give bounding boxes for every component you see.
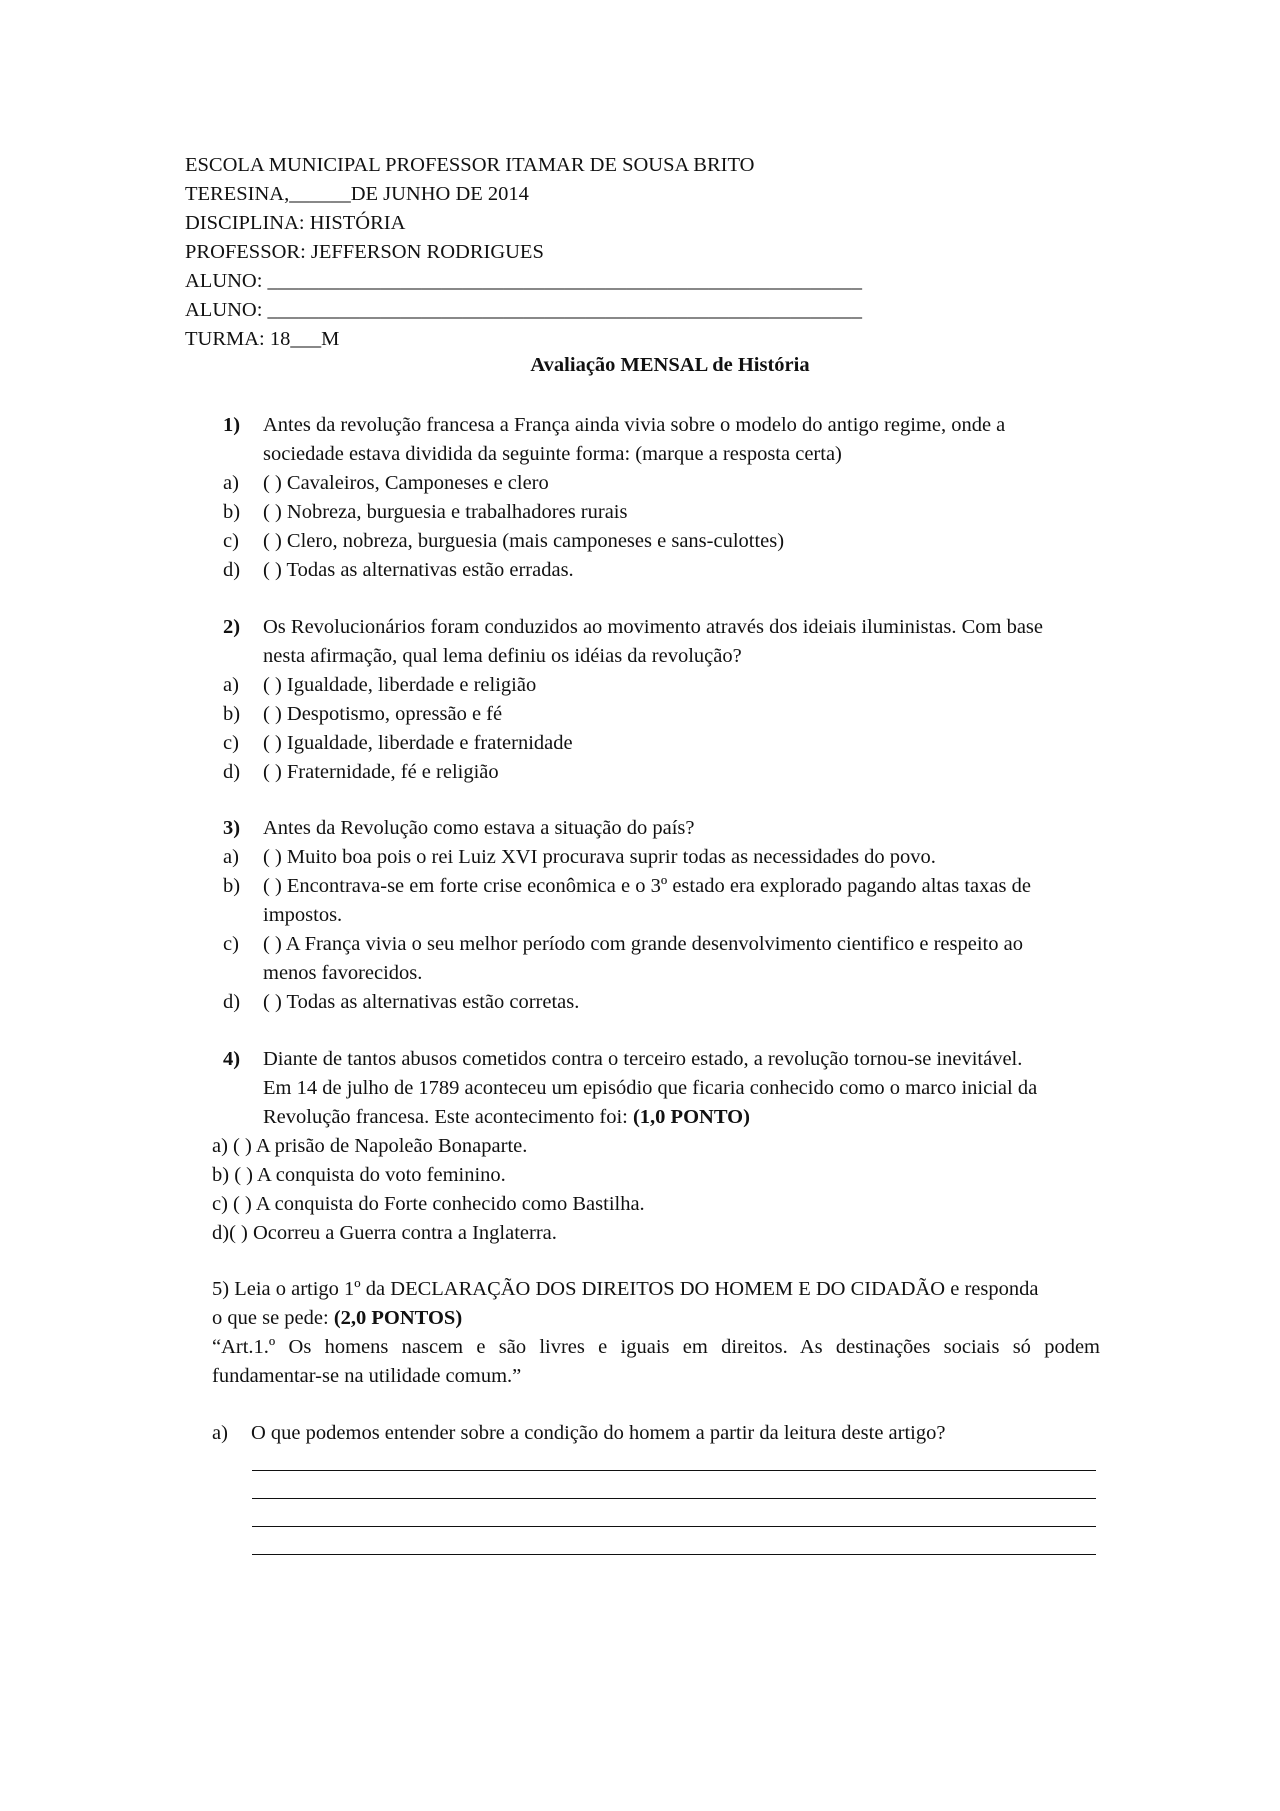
option-text: ( ) Nobreza, burguesia e trabalhadores rurais xyxy=(263,501,628,523)
question-text: nesta afirmação, qual lema definiu os idéias da revolução? xyxy=(263,645,742,667)
option-text: impostos. xyxy=(263,904,343,926)
question-text: Antes da Revolução como estava a situação do país? xyxy=(263,817,695,839)
points-label: (2,0 PONTOS) xyxy=(333,1307,463,1329)
student-line-1: ALUNO: __________________________________________________________ xyxy=(185,270,863,292)
answer-line[interactable] xyxy=(252,1498,1096,1499)
question-text: Os Revolucionários foram conduzidos ao movimento através dos ideiais iluministas. Com base xyxy=(263,616,1044,638)
question-text: O que podemos entender sobre a condição do homem a partir da leitura deste artigo? xyxy=(251,1422,946,1444)
option-text: ( ) A França vivia o seu melhor período com grande desenvolvimento cientifico e respeito ao xyxy=(263,933,1023,955)
option-letter: c) xyxy=(223,530,239,552)
option-letter: d) xyxy=(223,559,241,581)
option-letter: b) xyxy=(223,875,241,897)
question-number: 2) xyxy=(223,616,241,638)
option-text: ( ) Despotismo, opressão e fé xyxy=(263,703,503,725)
option-letter: d) xyxy=(223,761,241,783)
option-text: ( ) Cavaleiros, Camponeses e clero xyxy=(263,472,549,494)
question-number: 1) xyxy=(223,414,241,436)
option-letter: a) xyxy=(223,846,239,868)
option-text: menos favorecidos. xyxy=(263,962,423,984)
question-number: 4) xyxy=(223,1048,241,1070)
option-text: ( ) Todas as alternativas estão corretas. xyxy=(263,991,580,1013)
option-text: ( ) Igualdade, liberdade e religião xyxy=(263,674,537,696)
answer-line[interactable] xyxy=(252,1526,1096,1527)
date-line: TERESINA,______DE JUNHO DE 2014 xyxy=(185,183,529,205)
option-letter: d) xyxy=(223,991,241,1013)
question-text-part: Revolução francesa. Este acontecimento foi: xyxy=(263,1106,633,1128)
option-text: c) ( ) A conquista do Forte conhecido como Bastilha. xyxy=(212,1193,645,1215)
points-label: (1,0 PONTO) xyxy=(632,1106,750,1128)
option-text: ( ) Igualdade, liberdade e fraternidade xyxy=(263,732,573,754)
class-line: TURMA: 18___M xyxy=(185,328,340,350)
page-title: Avaliação MENSAL de História xyxy=(530,354,810,376)
teacher-line: PROFESSOR: JEFFERSON RODRIGUES xyxy=(185,241,544,263)
question-text-part: o que se pede: xyxy=(212,1307,334,1329)
question-text: Antes da revolução francesa a França ainda vivia sobre o modelo do antigo regime, onde a xyxy=(263,414,1006,436)
option-text: ( ) Fraternidade, fé e religião xyxy=(263,761,499,783)
question-text xyxy=(263,1104,750,1130)
option-letter: a) xyxy=(223,472,239,494)
option-text: ( ) Todas as alternativas estão erradas. xyxy=(263,559,574,581)
option-text: ( ) Encontrava-se em forte crise econômica e o 3º estado era explorado pagando altas taxas de xyxy=(263,875,1031,897)
question-number: 3) xyxy=(223,817,241,839)
option-text: ( ) Clero, nobreza, burguesia (mais camponeses e sans-culottes) xyxy=(263,530,785,552)
question-text: 5) Leia o artigo 1º da DECLARAÇÃO DOS DIREITOS DO HOMEM E DO CIDADÃO e responda xyxy=(212,1278,1039,1300)
option-text: d)( ) Ocorreu a Guerra contra a Inglaterra. xyxy=(212,1222,557,1244)
question-text: Em 14 de julho de 1789 aconteceu um episódio que ficaria conhecido como o marco inicial da xyxy=(263,1077,1038,1099)
answer-line[interactable] xyxy=(252,1470,1096,1471)
option-text: ( ) Muito boa pois o rei Luiz XVI procurava suprir todas as necessidades do povo. xyxy=(263,846,936,868)
question-text xyxy=(212,1305,462,1331)
option-letter: a) xyxy=(223,674,239,696)
student-line-2: ALUNO: __________________________________________________________ xyxy=(185,299,863,321)
discipline-line: DISCIPLINA: HISTÓRIA xyxy=(185,212,406,234)
option-letter: c) xyxy=(223,933,239,955)
school-name: ESCOLA MUNICIPAL PROFESSOR ITAMAR DE SOUSA BRITO xyxy=(185,154,755,176)
option-letter: c) xyxy=(223,732,239,754)
answer-line[interactable] xyxy=(252,1554,1096,1555)
article-quote: fundamentar-se na utilidade comum.” xyxy=(212,1365,522,1387)
option-text: b) ( ) A conquista do voto feminino. xyxy=(212,1164,506,1186)
question-text: Diante de tantos abusos cometidos contra o terceiro estado, a revolução tornou-se inevitável. xyxy=(263,1048,1023,1070)
option-text: a) ( ) A prisão de Napoleão Bonaparte. xyxy=(212,1135,528,1157)
option-letter: b) xyxy=(223,501,241,523)
article-quote: “Art.1.º Os homens nascem e são livres e iguais em direitos. As destinações sociais só podem xyxy=(212,1336,1100,1358)
option-letter: a) xyxy=(212,1422,228,1444)
option-letter: b) xyxy=(223,703,241,725)
question-text: sociedade estava dividida da seguinte forma: (marque a resposta certa) xyxy=(263,443,842,465)
